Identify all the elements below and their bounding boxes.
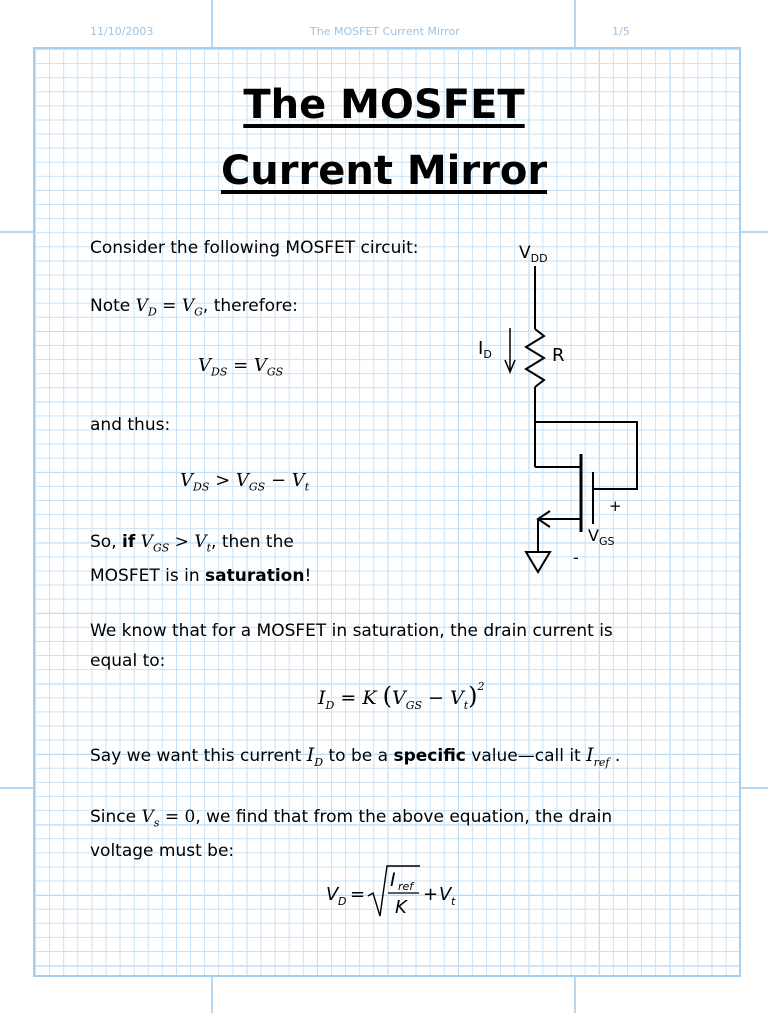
- say-mid: to be a: [328, 746, 389, 766]
- say-suffix: value—call it: [471, 746, 581, 766]
- header-title: The MOSFET Current Mirror: [310, 25, 460, 38]
- gate-drain-connection: [535, 422, 637, 489]
- svg-text:K: K: [395, 897, 407, 918]
- note-suffix: , therefore:: [202, 296, 298, 316]
- paragraph-note: [90, 291, 298, 327]
- svg-text:+: +: [423, 884, 439, 905]
- symbol-iref: $I_{ref}$: [586, 744, 610, 769]
- equation-vs-equals-zero: $V_s = 0$: [141, 807, 196, 830]
- mosfet-is-in: MOSFET is in: [90, 566, 200, 586]
- svg-text:V: V: [326, 884, 339, 905]
- vgs-minus: -: [573, 548, 579, 567]
- paragraph-since-vs: [90, 802, 612, 838]
- saturation-word: saturation: [205, 566, 305, 586]
- mosfet-circuit-diagram: [470, 232, 660, 582]
- svg-text:D: D: [338, 895, 347, 908]
- header-page: 1/5: [612, 25, 630, 38]
- vgs-label: $V_{GS}$: [588, 526, 615, 548]
- paragraph-so-if: [90, 527, 294, 563]
- svg-text:t: t: [451, 895, 456, 908]
- paragraph-saturation: [90, 561, 311, 591]
- resistor-symbol: [526, 329, 544, 387]
- specific-word: specific: [393, 746, 466, 766]
- svg-text:V: V: [439, 884, 452, 905]
- if-word: if: [122, 532, 136, 552]
- page-title-line2: Current Mirror: [220, 148, 548, 194]
- equation-id-saturation: $I_D = K$ $(V_{GS} - V_t)^2$: [318, 680, 485, 712]
- frame-line: [737, 231, 768, 233]
- frame-line: [574, 0, 576, 47]
- frame-line: [574, 973, 576, 1013]
- equation-vd-equals-vg: $V_D = V_G$: [135, 296, 203, 319]
- resistor-label: R: [552, 345, 565, 366]
- frame-line: [211, 0, 213, 47]
- equation-vgs-gt-vt: $V_{GS} > V_t$: [140, 532, 212, 555]
- frame-line: [737, 787, 768, 789]
- so-suffix: , then the: [211, 532, 294, 552]
- svg-text:=: =: [350, 884, 366, 905]
- header-date: 11/10/2003: [90, 25, 154, 38]
- svg-text:ref: ref: [398, 880, 414, 893]
- paragraph-say-we-want: Say we want this current $I_D$ to be a specific value—call it $I_{ref}$ .: [90, 744, 621, 769]
- note-prefix: Note: [90, 296, 131, 316]
- since-suffix: , we find that from the above equation, the drain: [195, 807, 613, 827]
- vdd-label: $V_{DD}$: [519, 243, 548, 265]
- paragraph-consider: Consider the following MOSFET circuit:: [90, 238, 419, 258]
- svg-text:I: I: [390, 869, 396, 891]
- equation-vds-equals-vgs: $V_{DS} = V_{GS}$: [198, 355, 284, 379]
- exclamation: !: [304, 566, 312, 586]
- symbol-id: $I_D$: [306, 744, 324, 769]
- ground-symbol: [526, 552, 550, 572]
- page-title-line1: The MOSFET: [243, 82, 525, 128]
- equation-vd-sqrt: [322, 860, 472, 926]
- frame-line: [0, 231, 33, 233]
- frame-line: [0, 787, 33, 789]
- since-prefix: Since: [90, 807, 137, 827]
- paragraph-voltage-must-be: voltage must be:: [90, 841, 235, 861]
- say-prefix: Say we want this current: [90, 746, 302, 766]
- paragraph-drain-current-line1: We know that for a MOSFET in saturation, the drain current is: [90, 621, 613, 641]
- so-prefix: So,: [90, 532, 117, 552]
- paragraph-drain-current-line2: equal to:: [90, 651, 166, 671]
- equation-vds-gt-vgs-minus-vt: $V_{DS} > V_{GS} - V_t$: [180, 470, 310, 494]
- id-label: $I_D$: [478, 338, 492, 361]
- frame-line: [211, 973, 213, 1013]
- paragraph-and-thus: and thus:: [90, 415, 171, 435]
- vgs-plus: +: [609, 497, 622, 515]
